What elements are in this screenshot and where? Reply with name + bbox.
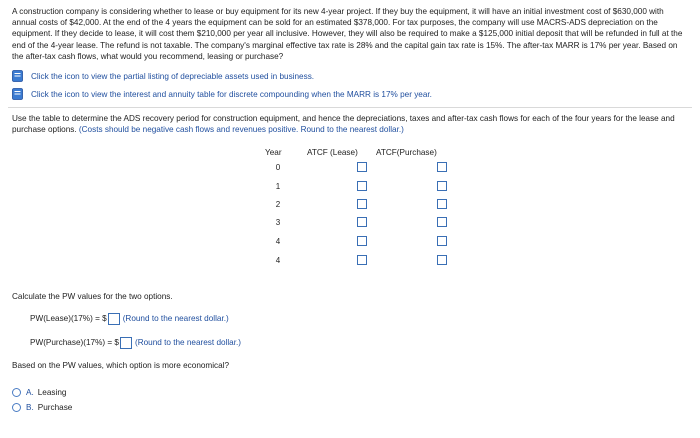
book-icon[interactable] (12, 70, 23, 82)
instructions-main: Use the table to determine the ADS recovery period for construction equipment, and hence the depreciations, taxes and after-tax cash flows for each of the four years for the lease and purchase options. (12, 114, 675, 135)
option-leasing[interactable] (12, 388, 66, 397)
year-cell: 0 (275, 163, 281, 172)
option-purchase[interactable] (12, 403, 72, 412)
interest-table-link[interactable] (12, 88, 432, 100)
atcf-lease-input-4[interactable] (357, 236, 367, 246)
option-label[interactable]: Purchase (37, 403, 73, 412)
option-letter: A. (26, 388, 34, 397)
atcf-purchase-input-5[interactable] (437, 255, 447, 265)
atcf-purchase-input-2[interactable] (437, 199, 447, 209)
atcf-purchase-input-3[interactable] (437, 217, 447, 227)
depreciable-assets-link[interactable] (12, 70, 314, 82)
atcf-lease-input-2[interactable] (357, 199, 367, 209)
atcf-lease-input-3[interactable] (357, 217, 367, 227)
instructions (12, 113, 688, 135)
year-cell: 2 (275, 200, 281, 209)
atcf-lease-input-5[interactable] (357, 255, 367, 265)
pw-lease-row (30, 313, 229, 325)
atcf-purchase-input-1[interactable] (437, 181, 447, 191)
pw-lease-label: PW(Lease)(17%) = $ (30, 314, 107, 324)
radio-button[interactable] (12, 388, 21, 397)
year-cell: 4 (275, 256, 281, 265)
instructions-note: (Costs should be negative cash flows and revenues positive. Round to the nearest dollar.) (78, 125, 404, 135)
pw-purchase-input[interactable] (120, 337, 132, 349)
book-icon[interactable] (12, 88, 23, 100)
interest-table-link-label[interactable]: Click the icon to view the interest and annuity table for discrete compounding when the MARR is 17% per year. (31, 89, 432, 99)
option-label[interactable]: Leasing (37, 388, 67, 397)
section-divider (8, 107, 692, 108)
pw-purchase-row (30, 337, 241, 349)
year-cell: 1 (275, 182, 281, 191)
pw-purchase-label: PW(Purchase)(17%) = $ (30, 338, 119, 348)
pw-purchase-note: (Round to the nearest dollar.) (134, 338, 242, 348)
year-cell: 3 (275, 218, 281, 227)
pw-prompt: Calculate the PW values for the two options. (12, 292, 173, 301)
choice-question: Based on the PW values, which option is more economical? (12, 361, 230, 370)
year-cell: 4 (275, 237, 281, 246)
pw-lease-input[interactable] (108, 313, 120, 325)
problem-text: A construction company is considering whether to lease or buy equipment for its new 4-year project. If they buy the equipment, it will have an initial investment cost of $630,000 with annual costs of $42,000. At the end of the 4 years the equipment can be sold for an estimated $378,000. For tax purposes, the company will use MACRS-ADS depreciation on the equipment. If they decide to lease, it will cost them $210,000 per year all inclusive. However, they will also be required to make a $125,000 initial deposit that will be refunded in full at the end of the 4-year lease. The refund is not taxable. The company's marginal effective tax rate is 28% and the capital gain tax rate is 15%. The after-tax MARR is 17% per year. Based on the after-tax cash flows, what would you recommend, leasing or purchase? (12, 7, 683, 61)
atcf-purchase-input-0[interactable] (437, 162, 447, 172)
pw-lease-note: (Round to the nearest dollar.) (122, 314, 229, 324)
header-atcf-lease: ATCF (Lease) (307, 148, 358, 157)
atcf-lease-input-1[interactable] (357, 181, 367, 191)
depreciable-assets-link-label[interactable]: Click the icon to view the partial listing of depreciable assets used in business. (31, 71, 315, 81)
option-letter: B. (26, 403, 34, 412)
atcf-purchase-input-4[interactable] (437, 236, 447, 246)
radio-button[interactable] (12, 403, 21, 412)
header-atcf-purchase: ATCF(Purchase) (376, 148, 437, 157)
atcf-lease-input-0[interactable] (357, 162, 367, 172)
header-year: Year (265, 148, 282, 157)
